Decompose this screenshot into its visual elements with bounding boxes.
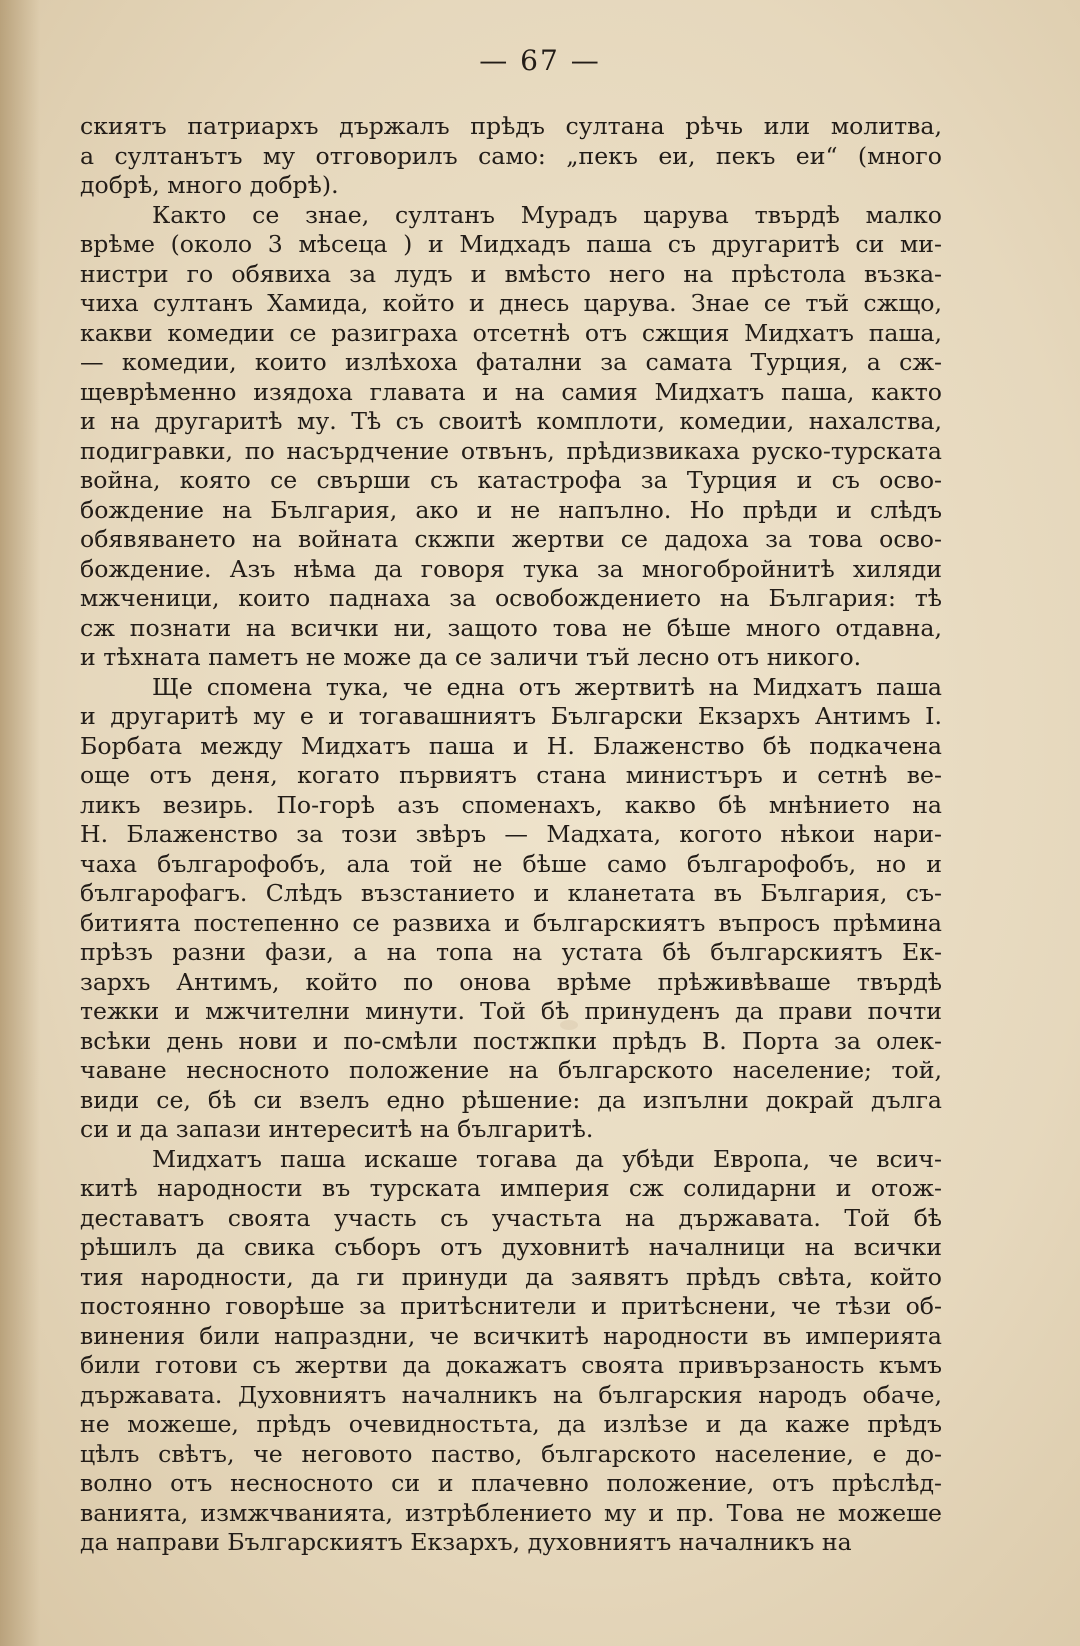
page-gutter-shadow (0, 0, 40, 1646)
text-line: а султанътъ му отговорилъ само: „пекъ еи, пекъ еи“ (много (80, 141, 942, 170)
text-line: зархъ Антимъ, който по онова врѣме прѣживѣваше твърдѣ (80, 967, 942, 996)
text-line: и тѣхната паметъ не може да се заличи тъй лесно отъ никого. (80, 643, 862, 671)
text-line: китѣ народности въ турската империя сж солидарни и отож- (80, 1174, 942, 1202)
text-line: не можеше, прѣдъ очевидностьта, да излѣзе и да каже прѣдъ (80, 1410, 942, 1438)
text-line: врѣме (около 3 мѣсеца ) и Мидхадъ паша съ другаритѣ си ми- (80, 230, 942, 258)
text-line: Ще спомена тука, че една отъ жертвитѣ на Мидхатъ паша (152, 672, 942, 701)
text-line: чаване несносното положение на българското население; той, (80, 1056, 942, 1084)
text-line: си и да запази интереситѣ на българитѣ. (80, 1115, 594, 1143)
text-line: тия народности, да ги принуди да заявятъ прѣдъ свѣта, който (80, 1262, 942, 1291)
text-line: — комедии, които излѣхоха фатални за самата Турция, а сж- (80, 348, 942, 376)
text-line: ликъ везирь. По-горѣ азъ споменахъ, какво бѣ мнѣнието на (80, 790, 942, 819)
text-line: Както се знае, султанъ Мурадъ царува твърдѣ малко (152, 200, 942, 229)
text-line: още отъ деня, когато първиятъ стана министъръ и сетнѣ ве- (80, 761, 942, 789)
text-line: добрѣ, много добрѣ). (80, 171, 339, 199)
paragraph (80, 112, 942, 201)
text-line: всѣки день нови и по-смѣли постжпки прѣдъ В. Порта за олек- (80, 1026, 942, 1055)
text-line: бождение. Азъ нѣма да говоря тука за многобройнитѣ хиляди (80, 554, 942, 583)
text-line: и на другаритѣ му. Тѣ съ своитѣ комплоти, комедии, нахалства, (80, 407, 942, 435)
text-line: прѣзъ разни фази, а на топа на устата бѣ българскиятъ Ек- (80, 938, 942, 966)
text-line: какви комедии се разиграха отсетнѣ отъ сжщия Мидхатъ паша, (80, 318, 942, 347)
page-number: — 67 — (479, 44, 601, 77)
text-line: види се, бѣ си взелъ едно рѣшение: да изпълни докрай дълга (80, 1085, 942, 1114)
text-line: волно отъ несносното си и плачевно положение, отъ прѣслѣд- (80, 1469, 942, 1497)
text-line: били готови съ жертви да докажатъ своята привързаность къмъ (80, 1351, 942, 1379)
text-line: щеврѣменно изядоха главата и на самия Мидхатъ паша, както (80, 377, 942, 406)
text-line: битията постепенно се развиха и българскиятъ въпросъ прѣмина (80, 908, 942, 937)
text-line: държавата. Духовниятъ началникъ на българския народъ обаче, (80, 1380, 942, 1409)
text-line: мжченици, които паднаха за освобождението на България: тѣ (80, 584, 942, 612)
text-line: да направи Българскиятъ Екзархъ, духовниятъ началникъ на (80, 1528, 852, 1556)
text-line: чиха султанъ Хамида, който и днесь царува. Знае се тъй сжщо, (80, 289, 942, 317)
text-line: рѣшилъ да свика съборъ отъ духовнитѣ началници на всички (80, 1233, 942, 1261)
text-line: бождение на България, ако и не напълно. Но прѣди и слѣдъ (80, 495, 942, 524)
text-line: българофагъ. Слѣдъ възстанието и кланетата въ България, съ- (80, 879, 942, 907)
text-line: ванията, измжчванията, изтрѣблението му и пр. Това не можеше (80, 1498, 942, 1527)
text-line: и другаритѣ му е и тогавашниятъ Български Екзархъ Антимъ I. (80, 702, 942, 730)
text-line: Борбата между Мидхатъ паша и Н. Блаженство бѣ подкачена (80, 731, 942, 760)
paragraph (80, 1145, 942, 1558)
text-line: нистри го обявиха за лудъ и вмѣсто него на прѣстола възка- (80, 259, 942, 288)
text-line: цѣлъ свѣтъ, че неговото паство, българското население, е до- (80, 1439, 942, 1468)
text-line: сж познати на всички ни, защото това не бѣше много отдавна, (80, 613, 942, 642)
text-line: винения били напраздни, че всичкитѣ народности въ империята (80, 1321, 942, 1350)
body-text (80, 112, 942, 1558)
text-line: постоянно говорѣше за притѣснители и притѣснени, че тѣзи об- (80, 1292, 942, 1320)
paragraph (80, 673, 942, 1145)
text-line: обявяването на войната скжпи жертви се дадоха за това осво- (80, 525, 942, 553)
text-line: Мидхатъ паша искаше тогава да убѣди Европа, че всич- (152, 1144, 942, 1173)
text-line: чаха българофобъ, ала той не бѣше само българофобъ, но и (80, 849, 942, 878)
text-line: война, която се свърши съ катастрофа за Турция и съ осво- (80, 466, 942, 494)
text-line: подигравки, по насърдчение отвънъ, прѣдизвикаха руско-турската (80, 436, 942, 465)
text-line: Н. Блаженство за този звѣръ — Мадхата, когото нѣкои нари- (80, 820, 942, 848)
text-line: скиятъ патриархъ държалъ прѣдъ султана рѣчь или молитва, (80, 112, 942, 140)
text-line: тежки и мжчителни минути. Той бѣ принуденъ да прави почти (80, 997, 942, 1025)
paragraph (80, 201, 942, 673)
text-line: деставатъ своята участь съ участьта на държавата. Той бѣ (80, 1203, 942, 1232)
